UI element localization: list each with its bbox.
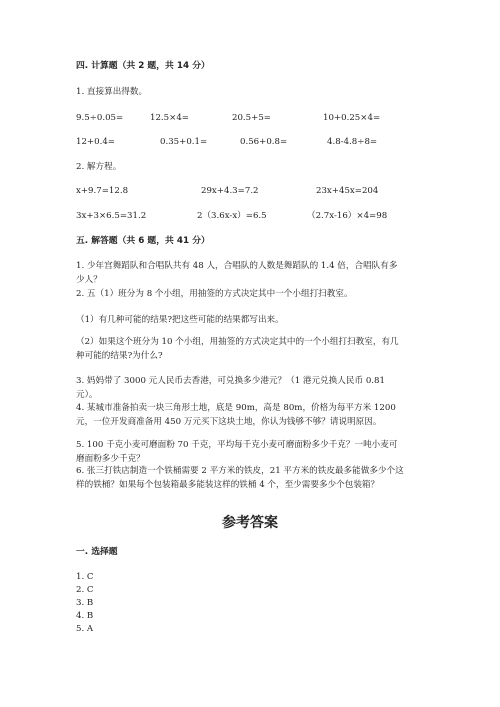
problem-5: 5. 100 千克小麦可磨面粉 70 千克，平均每千克小麦可磨面粉多少千克？一吨小麦可磨面粉多少千克？ bbox=[76, 440, 398, 464]
problem-1: 1. 少年宫舞蹈队和合唱队共有 48 人，合唱队的人数是舞蹈队的 1.4 倍，合唱队有多少人？ bbox=[76, 261, 398, 285]
problem-2: 2. 五（1）班分为 8 个小组，用抽签的方式决定其中一个小组打扫教室。 bbox=[76, 289, 353, 299]
q2-title: 2. 解方程。 bbox=[76, 162, 122, 172]
equation-item: 29x+4.3=7.2 bbox=[201, 186, 259, 196]
calc-item: 20.5+5= bbox=[232, 113, 272, 123]
calc-item: 10+0.25×4= bbox=[323, 113, 381, 123]
answers-section-1-heading: 一. 选择题 bbox=[76, 547, 118, 557]
q1-title: 1. 直接算出得数。 bbox=[76, 87, 148, 97]
calc-item: 9.5÷0.05= bbox=[76, 113, 124, 123]
section-4-heading: 四. 计算题（共 2 题，共 14 分） bbox=[76, 61, 210, 71]
answer-item: 5. A bbox=[76, 624, 94, 634]
calc-item: 0.35+0.1= bbox=[160, 137, 208, 147]
problem-2-part-1: （1）有几种可能的结果?把这些可能的结果都写出来。 bbox=[76, 315, 284, 325]
answer-item: 3. B bbox=[76, 598, 94, 608]
equation-item: x+9.7=12.8 bbox=[76, 186, 129, 196]
problem-6: 6. 张三打铁店制造一个铁桶需要 2 平方米的铁皮，21 平方米的铁皮最多能做多少个这样的铁桶？如果每个包装箱最多能装这样的铁桶 4 个，至少需要多少个包装箱？ bbox=[76, 466, 404, 490]
calc-item: 12+0.4= bbox=[76, 137, 116, 147]
answer-item: 4. B bbox=[76, 611, 94, 621]
equation-item: 3x+3×6.5=31.2 bbox=[76, 211, 147, 221]
calc-item: 4.8-4.8÷8= bbox=[327, 137, 378, 147]
answers-title: 参考答案 bbox=[222, 515, 278, 531]
problem-3: 3. 妈妈带了 3000 元人民币去香港，可兑换多少港元？（1 港元兑换人民币 0.81 元）。 bbox=[76, 376, 385, 400]
problem-2-part-2: （2）如果这个班分为 10 个小组，用抽签的方式决定其中的一个小组打扫教室，有几种可能的结果?为什么? bbox=[76, 337, 399, 361]
equation-item: 23x+45x=204 bbox=[316, 186, 379, 196]
answer-item: 1. C bbox=[76, 572, 94, 582]
equation-item: （2.7x-16）×4=98 bbox=[307, 211, 388, 221]
answer-item: 2. C bbox=[76, 585, 94, 595]
calc-item: 0.56+0.8= bbox=[240, 137, 288, 147]
calc-item: 12.5×4= bbox=[150, 113, 190, 123]
section-5-heading: 五. 解答题（共 6 题，共 41 分） bbox=[76, 236, 210, 246]
problem-4: 4. 某城市准备拍卖一块三角形土地，底是 90m，高是 80m，价格为每平方米 1200 元，一位开发商准备用 450 万元买下这块土地，你认为钱够不够？请说明原因。 bbox=[76, 403, 396, 427]
equation-item: 2（3.6x-x）=6.5 bbox=[197, 211, 267, 221]
